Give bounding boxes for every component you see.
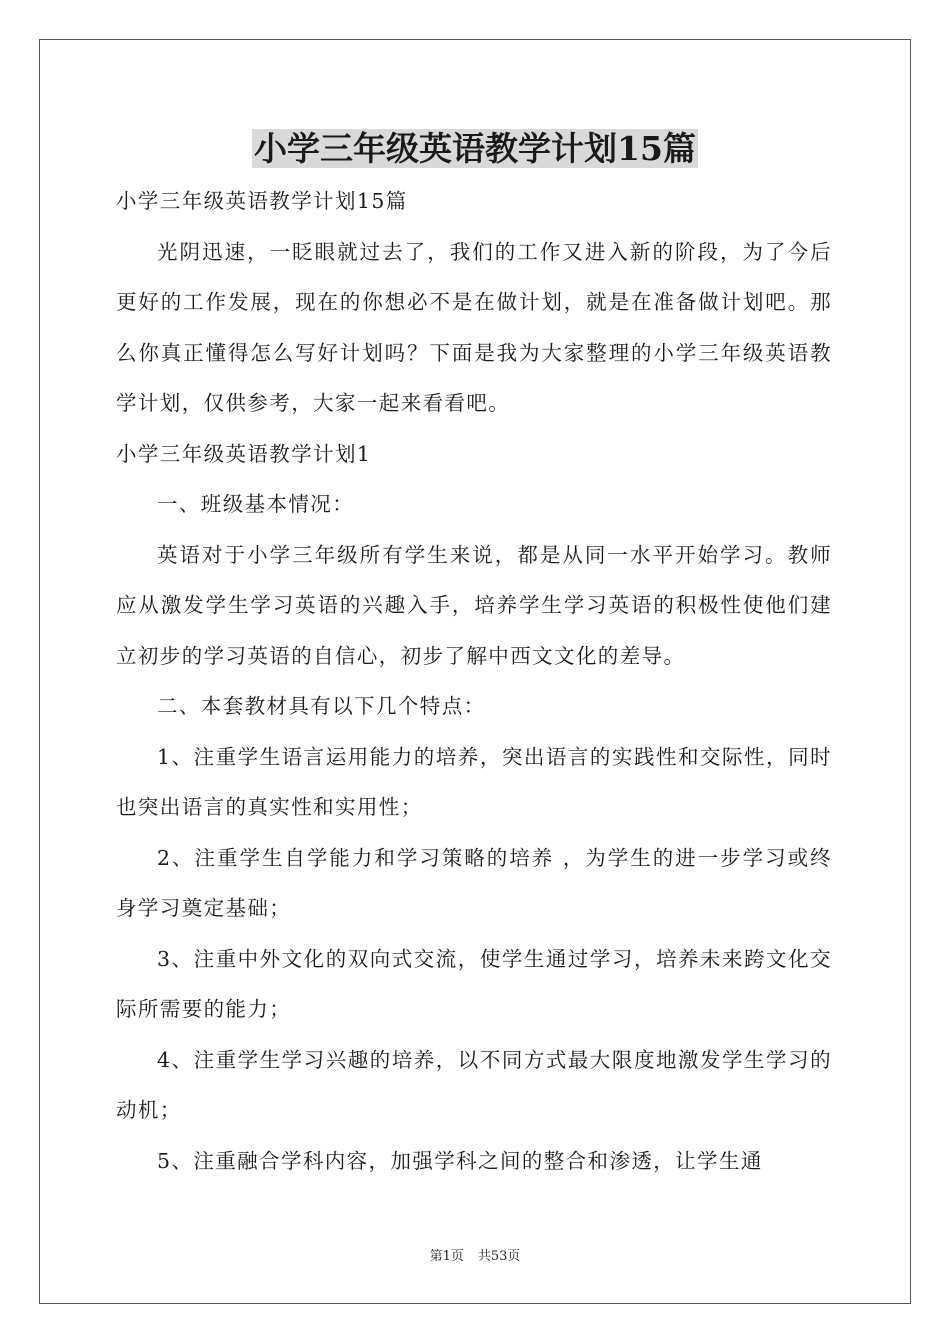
subheading-class-info: 一、班级基本情况： (157, 492, 355, 516)
feature-item-2: 2、注重学生自学能力和学习策略的培养 ，为学生的进一步学习或终身学习奠定基础； (116, 845, 832, 920)
section-heading: 小学三年级英语教学计划1 (116, 441, 372, 466)
feature-item-4: 4、注重学生学习兴趣的培养，以不同方式最大限度地激发学生学习的动机； (116, 1047, 832, 1122)
document-title (0, 126, 950, 172)
page-number: 第1页 (429, 1249, 464, 1264)
page-footer (0, 1245, 950, 1264)
subheading-textbook-features: 二、本套教材具有以下几个特点： (157, 694, 486, 718)
feature-item-5: 5、注重融合学科内容，加强学科之间的整合和渗透，让学生通 (157, 1148, 763, 1173)
document-body (116, 176, 832, 1186)
feature-item-3: 3、注重中外文化的双向式交流，使学生通过学习，培养未来跨文化交际所需要的能力； (116, 946, 832, 1021)
feature-item-1: 1、注重学生语言运用能力的培养，突出语言的实践性和交际性，同时也突出语言的真实性和实用性； (116, 744, 832, 819)
subtitle-line: 小学三年级英语教学计划15篇 (116, 189, 408, 213)
intro-paragraph: 光阴迅速，一眨眼就过去了，我们的工作又进入新的阶段，为了今后更好的工作发展，现在的你想必不是在做计划，就是在准备做计划吧。那么你真正懂得怎么写好计划吗？下面是我为大家整理的小学三年级英语教学计划，仅供参考，大家一起来看看吧。 (116, 239, 832, 415)
document-title-text: 小学三年级英语教学计划15篇 (254, 129, 696, 168)
page-total: 共53页 (477, 1249, 521, 1264)
paragraph-class-info: 英语对于小学三年级所有学生来说，都是从同一水平开始学习。教师应从激发学生学习英语的兴趣入手，培养学生学习英语的积极性使他们建立初步的学习英语的自信心，初步了解中西文文化的差导。 (116, 542, 832, 668)
